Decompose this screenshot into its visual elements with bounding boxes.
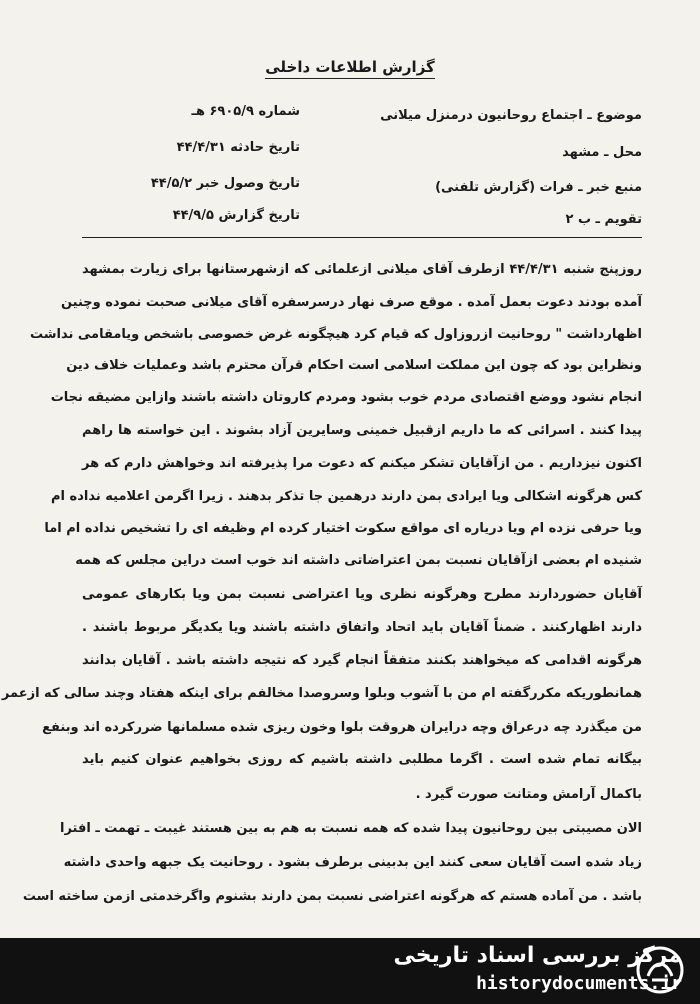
body-line: آقایان حضوردارند مطرح وهرگونه نظری ویا اعتراضی نسبت بمن ویا بکارهای عمومی bbox=[82, 587, 642, 602]
body-line: اظهارداشت " روحانیت ازروزاول که قیام کرد هیچگونه غرض خصوصی باشخص ویامقامی نداشت bbox=[29, 327, 642, 342]
body-line: شنیده ام بعضی ازآقایان نسبت بمن اعتراضاتی داشته اند خوب است دراین مجلس که همه bbox=[75, 553, 642, 568]
body-line: آمده بودند دعوت بعمل آمده . موقع صرف نهار درسرسفره آقای میلانی صحبت نموده وچنین bbox=[60, 295, 642, 310]
meta-subject: موضوع ـ اجتماع روحانیون درمنزل میلانی bbox=[380, 108, 642, 123]
body-line: ویا حرفی نزده ام ویا دریاره ای مواقع سکوت اختیار کرده ام وظیفه ای را تشخیص نداده ام اما bbox=[44, 521, 642, 536]
body-line: هرگونه اقدامی که میخواهند بکنند متفقاً انجام گیرد که نتیجه داشته باشد . آقایان بدانند bbox=[82, 653, 642, 668]
body-line: پیدا کنند . اسرائی که ما داریم ازقبیل خمینی وسایرین آزاد بشوند . این خواسته ها راهم bbox=[82, 423, 642, 438]
meta-source: منبع خبر ـ فرات (گزارش تلفنی) bbox=[435, 180, 642, 195]
meta-number: شماره ۶۹۰۵/۹ هـ bbox=[191, 104, 300, 119]
body-line: الان مصیبتی بین روحانیون پیدا شده که همه نسبت به هم به بین هستند غیبت ـ تهمت ـ افترا bbox=[59, 821, 642, 836]
header-divider bbox=[82, 237, 642, 238]
body-line: باکمال آرامش ومتانت صورت گیرد . bbox=[415, 787, 642, 802]
body-line: زیاد شده است آقایان سعی کنند این بدبینی برطرف بشود . روحانیت یک جبهه واحدی داشته bbox=[63, 855, 642, 870]
body-line: روزپنج شنبه ۴۴/۴/۳۱ ازطرف آقای میلانی ازعلمائی که ازشهرستانها برای زیارت بمشهد bbox=[82, 262, 642, 277]
meta-event-date: تاریخ حادثه ۴۴/۴/۳۱ bbox=[176, 140, 300, 155]
meta-evaluation: تقویم ـ ب ۲ bbox=[565, 212, 642, 227]
body-line: همانطوریکه مکررگفته ام من با آشوب وبلوا وسروصدا مخالفم برای اینکه هفتاد وچند سالی که ازعمر bbox=[1, 686, 642, 701]
document-title bbox=[0, 58, 700, 76]
footer-url: historydocuments.ir bbox=[476, 973, 682, 994]
body-line: باشد . من آماده هستم که هرگونه اعتراضی نسبت بمن دارند بشنوم واگرخدمتی ازمن ساخته است bbox=[22, 889, 642, 904]
meta-place: محل ـ مشهد bbox=[562, 145, 642, 160]
document-title-text: گزارش اطلاعات داخلی bbox=[265, 58, 435, 79]
body-line: دارند اظهارکنند . ضمناً آقایان باید اتحاد واتفاق داشته باشند ویا یکدیگر مربوط باشند . bbox=[82, 620, 642, 635]
body-line: اکنون نیزداریم . من ازآقایان تشکر میکنم که دعوت مرا پذیرفته اند وخواهش دارم که هر bbox=[82, 456, 642, 471]
footer-org: مرکز بررسی اسناد تاریخی bbox=[393, 943, 682, 968]
body-line: کس هرگونه اشکالی ویا ایرادی بمن دارند درهمین جا تذکر بدهند . زیرا اگرمن اعلامیه نداده ام bbox=[51, 489, 642, 504]
body-line: من میگذرد چه درعراق وچه درایران هروقت بلوا وخون ریزی شده مسلمانها ضررکرده اند وبنفع bbox=[42, 720, 642, 735]
meta-report-date: تاریخ گزارش ۴۴/۹/۵ bbox=[172, 208, 300, 223]
meta-received-date: تاریخ وصول خبر ۴۴/۵/۲ bbox=[150, 176, 300, 191]
body-line: بیگانه تمام شده است . اگرما مطلبی داشته باشیم که روزی بخواهیم عنوان کنیم باید bbox=[82, 752, 642, 767]
body-line: انجام نشود ووضع اقتصادی مردم خوب بشود ومردم کاروتان داشته باشند وازاین مضیقه نجات bbox=[50, 390, 642, 405]
body-line: ونظراین بود که چون این مملکت اسلامی است احکام قرآن محترم باشد وعملیات خلاف دین bbox=[66, 358, 642, 373]
